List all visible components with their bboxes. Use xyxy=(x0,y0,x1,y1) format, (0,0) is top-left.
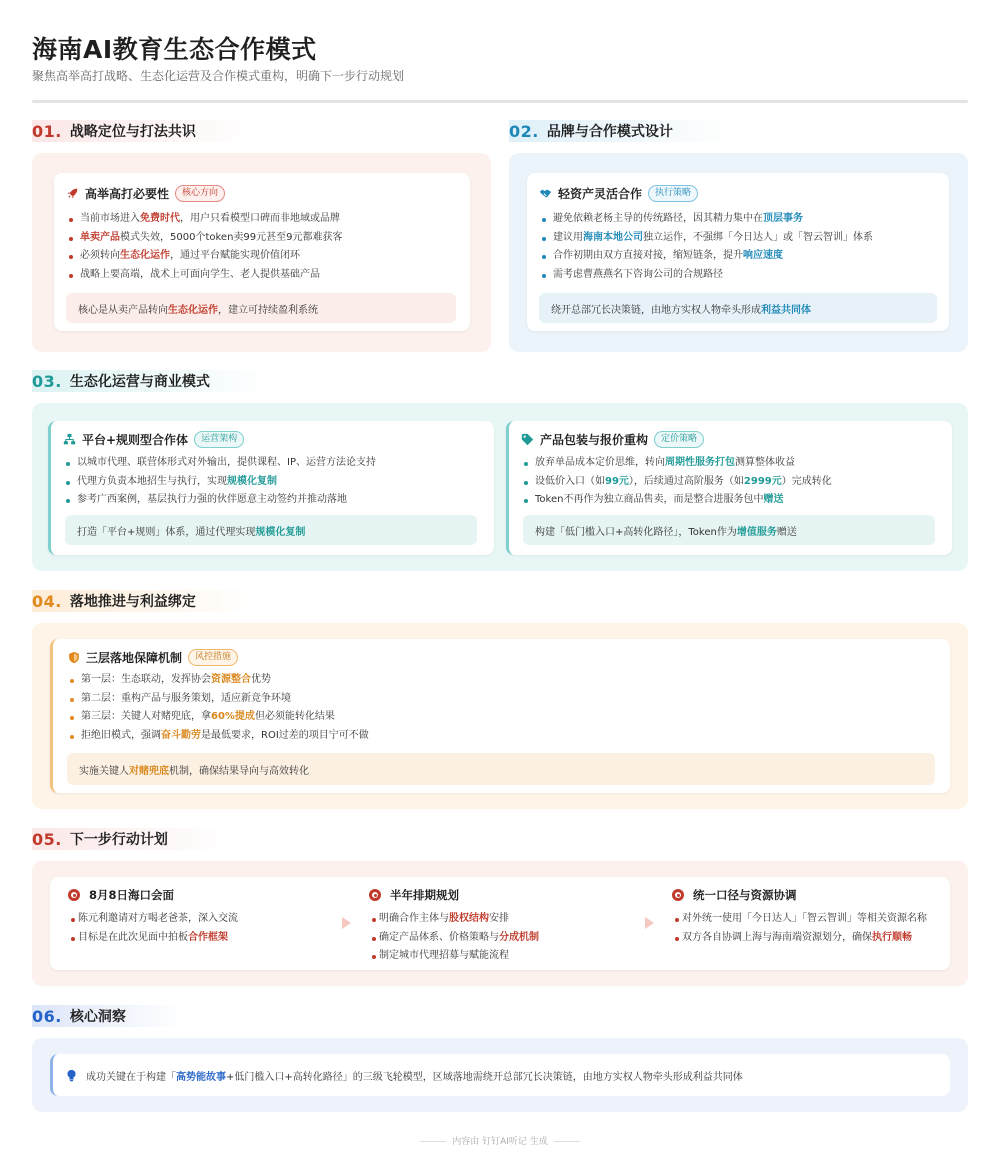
arrow-right-icon xyxy=(645,917,654,929)
insight-card xyxy=(50,1054,950,1096)
card-summary: 打造「平台+规则」体系，通过代理实现 规模化复制 xyxy=(65,515,477,545)
list-item: 对外统一使用「今日达人」「智云智训」等相关资源名称 xyxy=(672,910,947,929)
section-title: 下一步行动计划 xyxy=(69,832,168,848)
list-item: 战略上要高端，战术上可面向学生、老人提供基础产品 xyxy=(66,266,458,285)
section-number: 06. xyxy=(32,1006,62,1026)
lightbulb-icon xyxy=(65,1069,78,1082)
rocket-icon xyxy=(66,187,79,200)
section-number: 05. xyxy=(32,829,62,849)
target-icon xyxy=(672,889,684,901)
shield-icon xyxy=(67,651,80,664)
bullet-list xyxy=(521,454,940,510)
list-item: Token不再作为独立商品售卖，而是整合进服务包中赠送 xyxy=(521,491,940,510)
action-item-schedule xyxy=(369,885,649,966)
list-item: 需考虑曹燕燕名下咨询公司的合规路径 xyxy=(539,266,937,285)
page-subtitle: 聚焦高举高打战略、生态化运营及合作模式重构，明确下一步行动规划 xyxy=(32,69,405,83)
strategy-card xyxy=(54,173,470,331)
card-tag: 执行策略 xyxy=(648,185,698,202)
section-06-panel xyxy=(32,1038,968,1112)
arrow-right-icon xyxy=(342,917,351,929)
bullet-list xyxy=(63,454,482,510)
network-icon xyxy=(63,433,76,446)
list-item: 第二层：重构产品与服务策划，适应新竞争环境 xyxy=(67,690,936,709)
section-title: 核心洞察 xyxy=(69,1009,126,1025)
card-summary: 实施关键人 对赌兜底 机制，确保结果导向与高效转化 xyxy=(67,753,935,785)
card-tag: 定价策略 xyxy=(654,431,704,448)
section-05-panel xyxy=(32,861,968,986)
section-06-heading xyxy=(32,1005,186,1027)
section-03-heading xyxy=(32,370,270,392)
action-header xyxy=(672,885,947,905)
card-header xyxy=(521,429,940,449)
card-title: 三层落地保障机制 xyxy=(86,650,183,665)
card-title: 平台+规则型合作体 xyxy=(82,432,189,447)
insight-text: 成功关键在于构建「高势能故事+低门槛入口+高转化路径」的三级飞轮模型，区域落地需绕开总部冗长决策链，由地方实权人物牵头形成利益共同体 xyxy=(86,1071,743,1083)
brand-card xyxy=(527,173,949,331)
bullet-list xyxy=(672,910,947,947)
card-header xyxy=(67,647,936,667)
section-number: 04. xyxy=(32,591,62,611)
list-item: 明确合作主体与股权结构安排 xyxy=(369,910,649,929)
action-header xyxy=(369,885,649,905)
card-summary: 绕开总部冗长决策链，由地方实权人物牵头形成 利益共同体 xyxy=(539,293,937,323)
section-02-heading xyxy=(509,120,733,142)
list-item: 双方各自协调上海与海南端资源划分，确保执行顺畅 xyxy=(672,929,947,948)
list-item: 代理方负责本地招生与执行，实现规模化复制 xyxy=(63,473,482,492)
price-tag-icon xyxy=(521,433,534,446)
card-header xyxy=(66,183,458,203)
card-summary: 核心是从卖产品转向 生态化运作 ，建立可持续盈利系统 xyxy=(66,293,456,323)
section-title: 品牌与合作模式设计 xyxy=(546,124,673,140)
section-number: 01. xyxy=(32,121,62,141)
list-item: 确定产品体系、价格策略与分成机制 xyxy=(369,929,649,948)
list-item: 第三层：关键人对赌兜底，拿60%提成但必须能转化结果 xyxy=(67,708,936,727)
pricing-card xyxy=(506,421,952,555)
section-title: 战略定位与打法共识 xyxy=(69,124,196,140)
section-number: 02. xyxy=(509,121,539,141)
action-item-coordination xyxy=(672,885,947,947)
section-title: 生态化运营与商业模式 xyxy=(69,374,210,390)
list-item: 设低价入口（如99元），后续通过高阶服务（如2999元）完成转化 xyxy=(521,473,940,492)
bullet-list xyxy=(67,671,936,745)
footer: 内容由 钉钉AI听记 生成 xyxy=(0,1134,1000,1147)
assurance-card xyxy=(50,639,950,793)
list-item: 以城市代理、联营体形式对外输出，提供课程、IP、运营方法论支持 xyxy=(63,454,482,473)
list-item: 合作初期由双方直接对接，缩短链条，提升响应速度 xyxy=(539,247,937,266)
section-01-panel xyxy=(32,153,491,352)
section-05-heading xyxy=(32,828,228,850)
card-tag: 核心方向 xyxy=(175,185,225,202)
card-title: 产品包装与报价重构 xyxy=(540,432,649,447)
section-04-heading xyxy=(32,590,256,612)
list-item: 建议用海南本地公司独立运作，不强绑「今日达人」或「智云智训」体系 xyxy=(539,229,937,248)
section-01-heading xyxy=(32,120,256,142)
bullet-list xyxy=(539,210,937,284)
section-title: 落地推进与利益绑定 xyxy=(69,594,196,610)
bullet-list xyxy=(68,910,338,947)
page-title: 海南AI教育生态合作模式 xyxy=(32,35,317,64)
list-item: 避免依赖老杨主导的传统路径，因其精力集中在顶层事务 xyxy=(539,210,937,229)
list-item: 制定城市代理招募与赋能流程 xyxy=(369,947,649,966)
list-item: 必须转向生态化运作，通过平台赋能实现价值闭环 xyxy=(66,247,458,266)
target-icon xyxy=(369,889,381,901)
bullet-list xyxy=(369,910,649,966)
card-title: 轻资产灵活合作 xyxy=(558,186,643,201)
card-tag: 风控措施 xyxy=(188,649,238,666)
list-item: 目标是在此次见面中拍板合作框架 xyxy=(68,929,338,948)
list-item: 放弃单品成本定价思维，转向周期性服务打包测算整体收益 xyxy=(521,454,940,473)
platform-card xyxy=(48,421,494,555)
card-header xyxy=(539,183,937,203)
card-summary: 构建「低门槛入口+高转化路径」，Token作为 增值服务 赠送 xyxy=(523,515,935,545)
list-item: 当前市场进入免费时代，用户只看模型口碑而非地域或品牌 xyxy=(66,210,458,229)
card-title: 高举高打必要性 xyxy=(85,186,170,201)
card-header xyxy=(63,429,482,449)
handshake-icon xyxy=(539,187,552,200)
title-divider xyxy=(32,100,968,103)
action-header xyxy=(68,885,338,905)
action-plan-card xyxy=(50,877,950,970)
section-04-panel xyxy=(32,623,968,809)
action-item-meeting xyxy=(68,885,338,947)
section-03-panel xyxy=(32,403,968,571)
action-title: 半年排期规划 xyxy=(390,888,459,902)
list-item: 参考广西案例，基层执行力强的伙伴愿意主动签约并推动落地 xyxy=(63,491,482,510)
list-item: 单卖产品模式失效，5000个token卖99元甚至9元都难获客 xyxy=(66,229,458,248)
bullet-list xyxy=(66,210,458,284)
list-item: 陈元利邀请对方喝老爸茶，深入交流 xyxy=(68,910,338,929)
section-number: 03. xyxy=(32,371,62,391)
section-02-panel xyxy=(509,153,968,352)
action-title: 统一口径与资源协调 xyxy=(693,888,797,902)
list-item: 第一层：生态联动，发挥协会资源整合优势 xyxy=(67,671,936,690)
action-title: 8月8日海口会面 xyxy=(89,888,175,902)
list-item: 拒绝旧模式，强调奋斗勤劳是最低要求，ROI过差的项目宁可不做 xyxy=(67,727,936,746)
card-tag: 运营架构 xyxy=(194,431,244,448)
target-icon xyxy=(68,889,80,901)
